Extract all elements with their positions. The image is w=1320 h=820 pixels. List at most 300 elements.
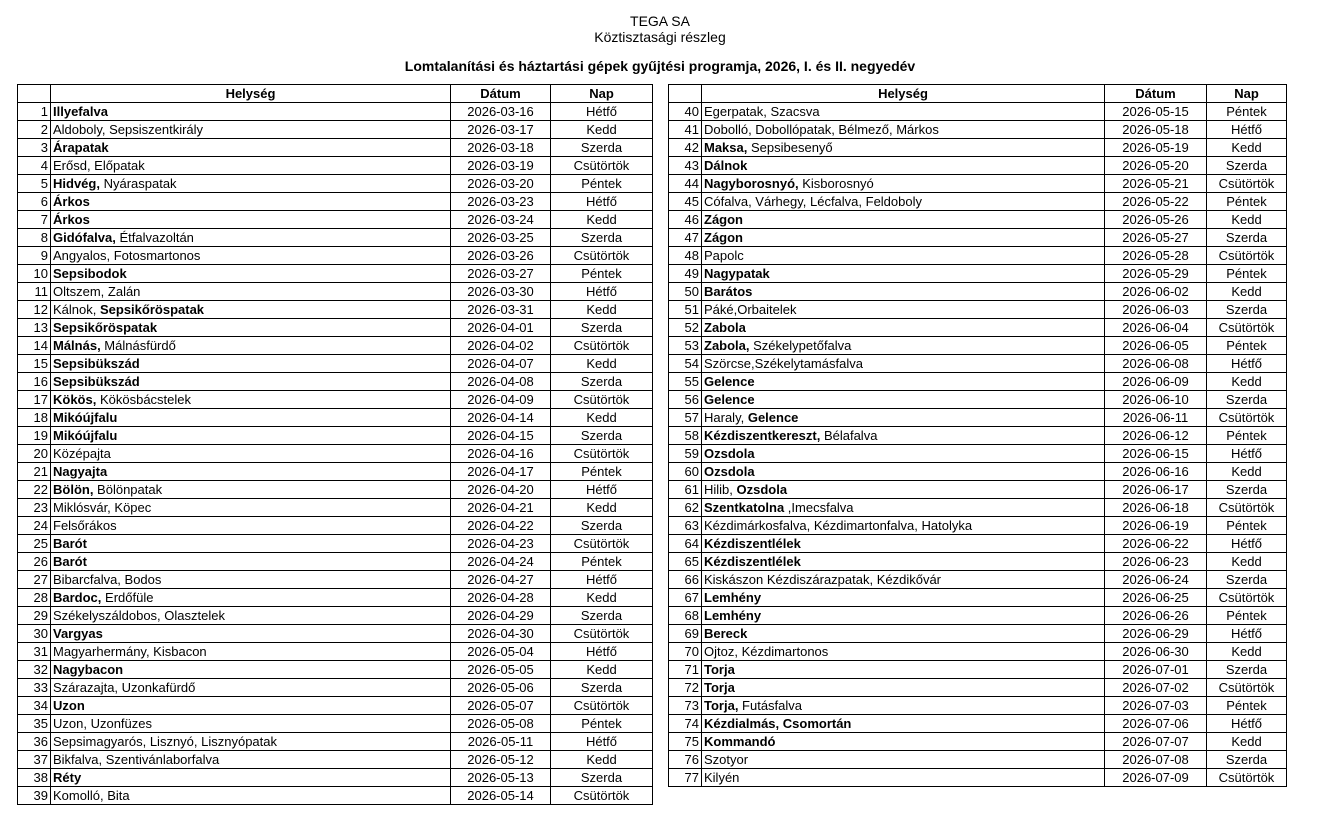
- row-location: [51, 337, 451, 355]
- row-location: [51, 247, 451, 265]
- row-day: Kedd: [551, 499, 653, 517]
- row-day: Kedd: [1207, 733, 1287, 751]
- table-row: [18, 769, 653, 787]
- location-main: Sepsikőröspatak: [53, 320, 158, 335]
- organization-name: TEGA SA: [630, 13, 690, 29]
- table-row: [18, 409, 653, 427]
- row-date: 2026-04-22: [451, 517, 551, 535]
- location-main: Ozsdola: [704, 464, 755, 479]
- row-location: [51, 715, 451, 733]
- row-location: [702, 283, 1105, 301]
- table-row: [18, 157, 653, 175]
- row-location: [51, 589, 451, 607]
- table-row: [669, 499, 1287, 517]
- row-date: 2026-05-11: [451, 733, 551, 751]
- row-date: 2026-06-05: [1105, 337, 1207, 355]
- table-row: [669, 643, 1287, 661]
- header-number: [18, 85, 51, 103]
- table-row: [669, 679, 1287, 697]
- row-number: 57: [669, 409, 702, 427]
- row-location: [51, 499, 451, 517]
- row-location: [702, 319, 1105, 337]
- row-date: 2026-06-02: [1105, 283, 1207, 301]
- row-day: Szerda: [1207, 229, 1287, 247]
- row-location: [702, 265, 1105, 283]
- row-location: [702, 751, 1105, 769]
- row-date: 2026-05-12: [451, 751, 551, 769]
- row-location: [702, 247, 1105, 265]
- table-row: [18, 733, 653, 751]
- row-date: 2026-06-08: [1105, 355, 1207, 373]
- location-rest: Kökösbácstelek: [96, 392, 192, 407]
- location-rest: Aldoboly, Sepsiszentkirály: [53, 122, 204, 137]
- row-date: 2026-05-05: [451, 661, 551, 679]
- row-location: [702, 769, 1105, 787]
- row-day: Szerda: [551, 517, 653, 535]
- location-main: Nagypatak: [704, 266, 770, 281]
- row-day: Szerda: [1207, 391, 1287, 409]
- row-day: Péntek: [1207, 607, 1287, 625]
- table-row: [669, 355, 1287, 373]
- row-location: [51, 175, 451, 193]
- row-date: 2026-04-01: [451, 319, 551, 337]
- row-day: Hétfő: [1207, 355, 1287, 373]
- row-date: 2026-05-13: [451, 769, 551, 787]
- row-location: [51, 427, 451, 445]
- location-rest: Felsőrákos: [53, 518, 117, 533]
- table-row: [18, 247, 653, 265]
- schedule-table-left: [17, 84, 653, 805]
- row-day: Kedd: [551, 121, 653, 139]
- row-day: Szerda: [551, 679, 653, 697]
- location-rest: Miklósvár, Köpec: [53, 500, 152, 515]
- row-day: Hétfő: [551, 733, 653, 751]
- row-number: 51: [669, 301, 702, 319]
- location-main: Réty: [53, 770, 82, 785]
- row-date: 2026-06-26: [1105, 607, 1207, 625]
- row-number: 76: [669, 751, 702, 769]
- table-row: [669, 769, 1287, 787]
- row-number: 47: [669, 229, 702, 247]
- row-location: [51, 625, 451, 643]
- row-day: Csütörtök: [551, 697, 653, 715]
- row-date: 2026-04-30: [451, 625, 551, 643]
- location-main: Ozsdola: [736, 482, 788, 497]
- table-row: [18, 175, 653, 193]
- row-day: Szerda: [1207, 571, 1287, 589]
- row-date: 2026-07-01: [1105, 661, 1207, 679]
- row-number: 26: [18, 553, 51, 571]
- location-main: Zabola: [704, 320, 746, 335]
- row-date: 2026-04-27: [451, 571, 551, 589]
- table-row: [669, 463, 1287, 481]
- table-row: [669, 121, 1287, 139]
- row-day: Hétfő: [551, 193, 653, 211]
- row-number: 34: [18, 697, 51, 715]
- row-number: 48: [669, 247, 702, 265]
- row-date: 2026-06-19: [1105, 517, 1207, 535]
- table-row: [18, 535, 653, 553]
- table-row: [669, 715, 1287, 733]
- table-row: [18, 355, 653, 373]
- row-number: 24: [18, 517, 51, 535]
- row-location: [702, 499, 1105, 517]
- location-main: Lemhény: [704, 608, 762, 623]
- row-day: Szerda: [551, 373, 653, 391]
- row-location: [702, 337, 1105, 355]
- row-date: 2026-06-12: [1105, 427, 1207, 445]
- row-location: [702, 661, 1105, 679]
- location-main: Árkos: [53, 194, 90, 209]
- row-date: 2026-03-25: [451, 229, 551, 247]
- row-number: 50: [669, 283, 702, 301]
- location-main: Bölön,: [53, 482, 94, 497]
- table-row: [18, 445, 653, 463]
- row-location: [702, 301, 1105, 319]
- table-row: [18, 463, 653, 481]
- row-day: Kedd: [551, 661, 653, 679]
- row-location: [702, 679, 1105, 697]
- row-location: [702, 157, 1105, 175]
- location-rest: ,Imecsfalva: [784, 500, 854, 515]
- table-row: [18, 679, 653, 697]
- location-rest: Egerpatak, Szacsva: [704, 104, 820, 119]
- row-date: 2026-04-24: [451, 553, 551, 571]
- row-location: [702, 427, 1105, 445]
- row-location: [51, 121, 451, 139]
- row-location: [702, 211, 1105, 229]
- row-location: [702, 445, 1105, 463]
- location-main: Vargyas: [53, 626, 103, 641]
- row-location: [702, 409, 1105, 427]
- location-rest: Magyarhermány, Kisbacon: [53, 644, 207, 659]
- row-day: Szerda: [1207, 661, 1287, 679]
- row-date: 2026-05-07: [451, 697, 551, 715]
- table-row: [18, 643, 653, 661]
- row-location: [702, 589, 1105, 607]
- row-day: Kedd: [1207, 283, 1287, 301]
- row-number: 31: [18, 643, 51, 661]
- row-date: 2026-04-09: [451, 391, 551, 409]
- row-location: [51, 283, 451, 301]
- location-rest: Kézdimárkosfalva, Kézdimartonfalva, Hatolyka: [704, 518, 973, 533]
- row-date: 2026-04-21: [451, 499, 551, 517]
- row-day: Péntek: [1207, 427, 1287, 445]
- row-number: 7: [18, 211, 51, 229]
- row-number: 20: [18, 445, 51, 463]
- row-date: 2026-05-28: [1105, 247, 1207, 265]
- row-location: [702, 643, 1105, 661]
- table-row: [669, 319, 1287, 337]
- row-day: Hétfő: [1207, 445, 1287, 463]
- location-rest: Sepsibesenyő: [747, 140, 833, 155]
- row-date: 2026-04-29: [451, 607, 551, 625]
- row-number: 2: [18, 121, 51, 139]
- row-number: 3: [18, 139, 51, 157]
- row-location: [702, 103, 1105, 121]
- table-row: [669, 751, 1287, 769]
- table-row: [18, 499, 653, 517]
- header-day: Nap: [551, 85, 653, 103]
- row-date: 2026-05-19: [1105, 139, 1207, 157]
- row-location: [51, 517, 451, 535]
- row-location: [51, 229, 451, 247]
- location-rest: Erősd, Előpatak: [53, 158, 145, 173]
- row-day: Csütörtök: [551, 445, 653, 463]
- location-rest: Étfalvazoltán: [115, 230, 194, 245]
- table-row: [669, 625, 1287, 643]
- row-number: 10: [18, 265, 51, 283]
- row-number: 72: [669, 679, 702, 697]
- table-row: [669, 391, 1287, 409]
- location-rest: Középajta: [53, 446, 111, 461]
- row-location: [51, 373, 451, 391]
- row-location: [51, 445, 451, 463]
- row-day: Péntek: [1207, 697, 1287, 715]
- row-day: Péntek: [1207, 265, 1287, 283]
- row-day: Hétfő: [1207, 715, 1287, 733]
- row-number: 19: [18, 427, 51, 445]
- row-number: 38: [18, 769, 51, 787]
- row-number: 6: [18, 193, 51, 211]
- location-rest: Bélafalva: [820, 428, 878, 443]
- row-location: [51, 787, 451, 805]
- row-number: 27: [18, 571, 51, 589]
- row-location: [702, 139, 1105, 157]
- row-day: Szerda: [551, 607, 653, 625]
- row-day: Szerda: [1207, 301, 1287, 319]
- row-number: 23: [18, 499, 51, 517]
- table-header-row: [18, 85, 653, 103]
- row-date: 2026-03-18: [451, 139, 551, 157]
- row-date: 2026-06-30: [1105, 643, 1207, 661]
- row-date: 2026-06-04: [1105, 319, 1207, 337]
- row-location: [51, 481, 451, 499]
- row-day: Hétfő: [551, 283, 653, 301]
- row-day: Szerda: [1207, 481, 1287, 499]
- location-rest: Cófalva, Várhegy, Lécfalva, Feldoboly: [704, 194, 922, 209]
- location-main: Málnás,: [53, 338, 101, 353]
- row-day: Szerda: [551, 769, 653, 787]
- row-date: 2026-03-30: [451, 283, 551, 301]
- row-date: 2026-06-29: [1105, 625, 1207, 643]
- row-date: 2026-04-20: [451, 481, 551, 499]
- location-main: Sepsibodok: [53, 266, 127, 281]
- table-row: [18, 229, 653, 247]
- row-number: 36: [18, 733, 51, 751]
- row-number: 67: [669, 589, 702, 607]
- location-rest: Komolló, Bita: [53, 788, 130, 803]
- row-number: 59: [669, 445, 702, 463]
- row-day: Kedd: [551, 211, 653, 229]
- location-main: Zágon: [704, 230, 743, 245]
- row-date: 2026-03-27: [451, 265, 551, 283]
- row-number: 44: [669, 175, 702, 193]
- row-day: Szerda: [551, 139, 653, 157]
- row-location: [702, 193, 1105, 211]
- row-date: 2026-05-06: [451, 679, 551, 697]
- row-number: 53: [669, 337, 702, 355]
- header-date: Dátum: [451, 85, 551, 103]
- location-prefix: Hilib,: [704, 482, 737, 497]
- row-location: [51, 679, 451, 697]
- location-rest: Sepsimagyarós, Lisznyó, Lisznyópatak: [53, 734, 278, 749]
- row-number: 4: [18, 157, 51, 175]
- location-main: Sepsibükszád: [53, 356, 140, 371]
- row-location: [51, 157, 451, 175]
- table-row: [669, 553, 1287, 571]
- table-row: [18, 607, 653, 625]
- row-number: 30: [18, 625, 51, 643]
- table-row: [669, 409, 1287, 427]
- row-number: 40: [669, 103, 702, 121]
- row-location: [51, 769, 451, 787]
- row-day: Péntek: [1207, 103, 1287, 121]
- row-date: 2026-05-08: [451, 715, 551, 733]
- row-day: Hétfő: [551, 103, 653, 121]
- table-row: [18, 121, 653, 139]
- row-day: Csütörtök: [1207, 409, 1287, 427]
- location-main: Sepsibükszád: [53, 374, 140, 389]
- row-location: [51, 661, 451, 679]
- row-date: 2026-04-16: [451, 445, 551, 463]
- row-date: 2026-06-11: [1105, 409, 1207, 427]
- row-location: [702, 355, 1105, 373]
- table-row: [18, 139, 653, 157]
- row-number: 70: [669, 643, 702, 661]
- location-main: Kézdiszentlélek: [704, 554, 801, 569]
- table-row: [669, 445, 1287, 463]
- row-date: 2026-05-14: [451, 787, 551, 805]
- row-day: Csütörtök: [1207, 319, 1287, 337]
- location-rest: Ojtoz, Kézdimartonos: [704, 644, 829, 659]
- row-date: 2026-07-06: [1105, 715, 1207, 733]
- row-number: 77: [669, 769, 702, 787]
- location-main: Kézdiszentkereszt,: [704, 428, 821, 443]
- table-row: [669, 571, 1287, 589]
- row-date: 2026-06-03: [1105, 301, 1207, 319]
- table-row: [18, 301, 653, 319]
- location-main: Ozsdola: [704, 446, 755, 461]
- table-row: [18, 337, 653, 355]
- row-date: 2026-05-29: [1105, 265, 1207, 283]
- row-number: 25: [18, 535, 51, 553]
- table-row: [669, 697, 1287, 715]
- row-date: 2026-05-21: [1105, 175, 1207, 193]
- row-date: 2026-06-23: [1105, 553, 1207, 571]
- table-row: [18, 751, 653, 769]
- row-number: 12: [18, 301, 51, 319]
- row-number: 61: [669, 481, 702, 499]
- table-row: [18, 589, 653, 607]
- row-day: Hétfő: [1207, 535, 1287, 553]
- table-row: [669, 175, 1287, 193]
- row-date: 2026-06-17: [1105, 481, 1207, 499]
- row-number: 21: [18, 463, 51, 481]
- table-row: [669, 283, 1287, 301]
- row-location: [51, 751, 451, 769]
- row-number: 66: [669, 571, 702, 589]
- row-number: 35: [18, 715, 51, 733]
- row-number: 69: [669, 625, 702, 643]
- row-number: 54: [669, 355, 702, 373]
- row-date: 2026-03-23: [451, 193, 551, 211]
- row-date: 2026-04-28: [451, 589, 551, 607]
- row-day: Kedd: [551, 301, 653, 319]
- location-main: Illyefalva: [53, 104, 108, 119]
- row-day: Péntek: [551, 175, 653, 193]
- location-rest: Angyalos, Fotosmartonos: [53, 248, 201, 263]
- row-number: 46: [669, 211, 702, 229]
- row-day: Hétfő: [551, 643, 653, 661]
- row-location: [51, 697, 451, 715]
- row-day: Kedd: [551, 751, 653, 769]
- row-number: 32: [18, 661, 51, 679]
- row-location: [51, 571, 451, 589]
- location-main: Kommandó: [704, 734, 776, 749]
- row-day: Péntek: [551, 715, 653, 733]
- row-date: 2026-04-07: [451, 355, 551, 373]
- row-day: Kedd: [1207, 373, 1287, 391]
- row-number: 64: [669, 535, 702, 553]
- row-location: [51, 643, 451, 661]
- row-location: [51, 139, 451, 157]
- row-number: 75: [669, 733, 702, 751]
- row-date: 2026-03-20: [451, 175, 551, 193]
- row-day: Péntek: [1207, 517, 1287, 535]
- row-day: Kedd: [551, 589, 653, 607]
- row-number: 11: [18, 283, 51, 301]
- row-number: 45: [669, 193, 702, 211]
- row-location: [702, 121, 1105, 139]
- row-location: [702, 733, 1105, 751]
- row-location: [702, 571, 1105, 589]
- row-location: [702, 481, 1105, 499]
- row-date: 2026-06-15: [1105, 445, 1207, 463]
- table-row: [18, 571, 653, 589]
- location-main: Gelence: [704, 392, 755, 407]
- row-date: 2026-05-26: [1105, 211, 1207, 229]
- location-rest: Nyáraspatak: [99, 176, 177, 191]
- row-date: 2026-05-04: [451, 643, 551, 661]
- location-main: Barót: [53, 554, 87, 569]
- row-number: 73: [669, 697, 702, 715]
- row-number: 58: [669, 427, 702, 445]
- location-rest: Kisborosnyó: [798, 176, 874, 191]
- location-rest: Kiskászon Kézdiszárazpatak, Kézdikővár: [704, 572, 942, 587]
- location-rest: Páké,Orbaitelek: [704, 302, 797, 317]
- row-date: 2026-06-25: [1105, 589, 1207, 607]
- location-main: Gidófalva,: [53, 230, 116, 245]
- row-date: 2026-06-10: [1105, 391, 1207, 409]
- location-rest: Oltszem, Zalán: [53, 284, 141, 299]
- location-main: Dálnok: [704, 158, 748, 173]
- location-main: Zabola,: [704, 338, 750, 353]
- table-row: [18, 787, 653, 805]
- table-row: [18, 625, 653, 643]
- row-day: Csütörtök: [551, 391, 653, 409]
- table-row: [669, 481, 1287, 499]
- row-number: 42: [669, 139, 702, 157]
- row-date: 2026-07-09: [1105, 769, 1207, 787]
- row-location: [702, 229, 1105, 247]
- row-day: Hétfő: [551, 481, 653, 499]
- row-day: Kedd: [1207, 139, 1287, 157]
- location-main: Nagybacon: [53, 662, 124, 677]
- row-location: [702, 553, 1105, 571]
- row-number: 33: [18, 679, 51, 697]
- row-location: [51, 355, 451, 373]
